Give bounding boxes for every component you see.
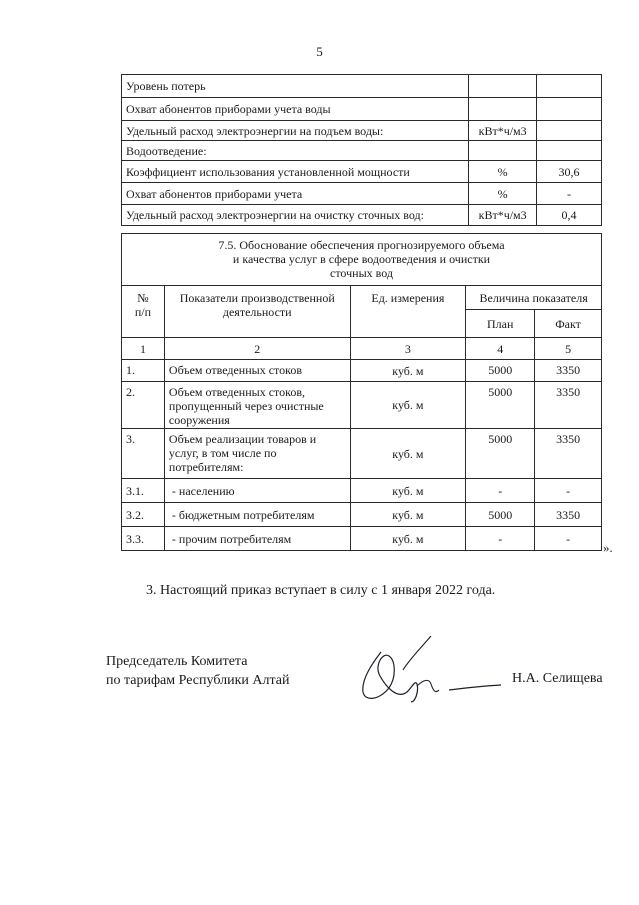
indicator-value <box>537 98 602 121</box>
row-unit: куб. м <box>350 503 466 527</box>
row-plan-value: 5000 <box>466 503 535 527</box>
col-number: 4 <box>466 338 535 360</box>
header-unit: Ед. измерения <box>350 286 466 338</box>
signatory-title-line1: Председатель Комитета <box>106 654 248 669</box>
section-heading-line2: и качества услуг в сфере водоотведения и очистки <box>232 252 491 266</box>
row-plan-value: - <box>466 527 535 551</box>
indicator-label: Коэффициент использования установленной мощности <box>122 161 469 183</box>
closing-quote: ». <box>603 540 613 555</box>
page-number: 5 <box>316 44 323 59</box>
row-indicator-name: - прочим потребителям <box>164 527 350 551</box>
row-indicator-name: Объем отведенных стоков <box>164 360 350 382</box>
table-row <box>122 503 602 527</box>
header-value-group: Величина показателя <box>466 286 602 310</box>
signatory-title <box>106 652 289 690</box>
row-indicator-name: - населению <box>164 479 350 503</box>
row-fact-value: - <box>535 527 602 551</box>
header-num: № п/п <box>122 286 165 338</box>
row-number: 3.1. <box>122 479 165 503</box>
row-unit: куб. м <box>350 382 466 429</box>
table-row <box>122 382 602 429</box>
wastewater-indicators-table <box>121 233 602 551</box>
indicator-value <box>537 75 602 98</box>
indicator-value: 0,4 <box>537 205 602 226</box>
indicator-unit: % <box>469 183 537 205</box>
indicator-unit: % <box>469 161 537 183</box>
row-fact-value: 3350 <box>535 503 602 527</box>
row-fact-value: - <box>535 479 602 503</box>
row-fact-value: 3350 <box>535 382 602 429</box>
header-fact: Факт <box>535 310 602 338</box>
indicator-row <box>122 141 602 161</box>
row-unit: куб. м <box>350 479 466 503</box>
indicator-label: Удельный расход электроэнергии на очистку сточных вод: <box>122 205 469 226</box>
indicator-row <box>122 161 602 183</box>
table-row <box>122 479 602 503</box>
row-number: 3.3. <box>122 527 165 551</box>
table-row <box>122 429 602 479</box>
table-row <box>122 527 602 551</box>
indicator-value: 30,6 <box>537 161 602 183</box>
col-number: 5 <box>535 338 602 360</box>
section-heading-line3: сточных вод <box>330 266 393 280</box>
indicator-value <box>537 141 602 161</box>
row-indicator-name: Объем отведенных стоков, пропущенный через очистные сооружения <box>164 382 350 429</box>
indicator-unit: кВт*ч/м3 <box>469 121 537 141</box>
row-plan-value: - <box>466 479 535 503</box>
table-row <box>122 360 602 382</box>
col-number: 2 <box>164 338 350 360</box>
indicator-row <box>122 183 602 205</box>
row-unit: куб. м <box>350 527 466 551</box>
indicator-label: Охват абонентов приборами учета воды <box>122 98 469 121</box>
indicator-value <box>537 121 602 141</box>
indicator-row <box>122 121 602 141</box>
indicator-value: - <box>537 183 602 205</box>
indicator-row <box>122 98 602 121</box>
row-indicator-name: Объем реализации товаров и услуг, в том числе по потребителям: <box>164 429 350 479</box>
indicator-label: Охват абонентов приборами учета <box>122 183 469 205</box>
indicator-unit <box>469 75 537 98</box>
row-plan-value: 5000 <box>466 382 535 429</box>
row-unit: куб. м <box>350 429 466 479</box>
indicator-unit <box>469 98 537 121</box>
row-number: 1. <box>122 360 165 382</box>
indicator-unit <box>469 141 537 161</box>
indicator-row <box>122 75 602 98</box>
row-fact-value: 3350 <box>535 429 602 479</box>
row-number: 3.2. <box>122 503 165 527</box>
row-number: 2. <box>122 382 165 429</box>
signatory-title-line2: по тарифам Республики Алтай <box>106 673 290 688</box>
row-plan-value: 5000 <box>466 429 535 479</box>
indicator-row <box>122 205 602 226</box>
indicator-label: Уровень потерь <box>122 75 469 98</box>
col-number: 3 <box>350 338 466 360</box>
clause-3: 3. Настоящий приказ вступает в силу с 1 января 2022 года. <box>146 583 496 598</box>
signatory-name: Н.А. Селищева <box>512 671 603 686</box>
indicator-unit: кВт*ч/м3 <box>469 205 537 226</box>
indicator-label: Удельный расход электроэнергии на подъем воды: <box>122 121 469 141</box>
header-plan: План <box>466 310 535 338</box>
indicators-table-top <box>121 74 602 226</box>
row-plan-value: 5000 <box>466 360 535 382</box>
row-fact-value: 3350 <box>535 360 602 382</box>
row-number: 3. <box>122 429 165 479</box>
header-indicator: Показатели производственной деятельности <box>164 286 350 338</box>
section-heading <box>122 234 602 286</box>
row-indicator-name: - бюджетным потребителям <box>164 503 350 527</box>
indicator-label: Водоотведение: <box>122 141 469 161</box>
section-heading-line1: 7.5. Обоснование обеспечения прогнозируемого объема <box>218 238 505 252</box>
handwritten-signature <box>345 630 505 710</box>
col-number: 1 <box>122 338 165 360</box>
row-unit: куб. м <box>350 360 466 382</box>
